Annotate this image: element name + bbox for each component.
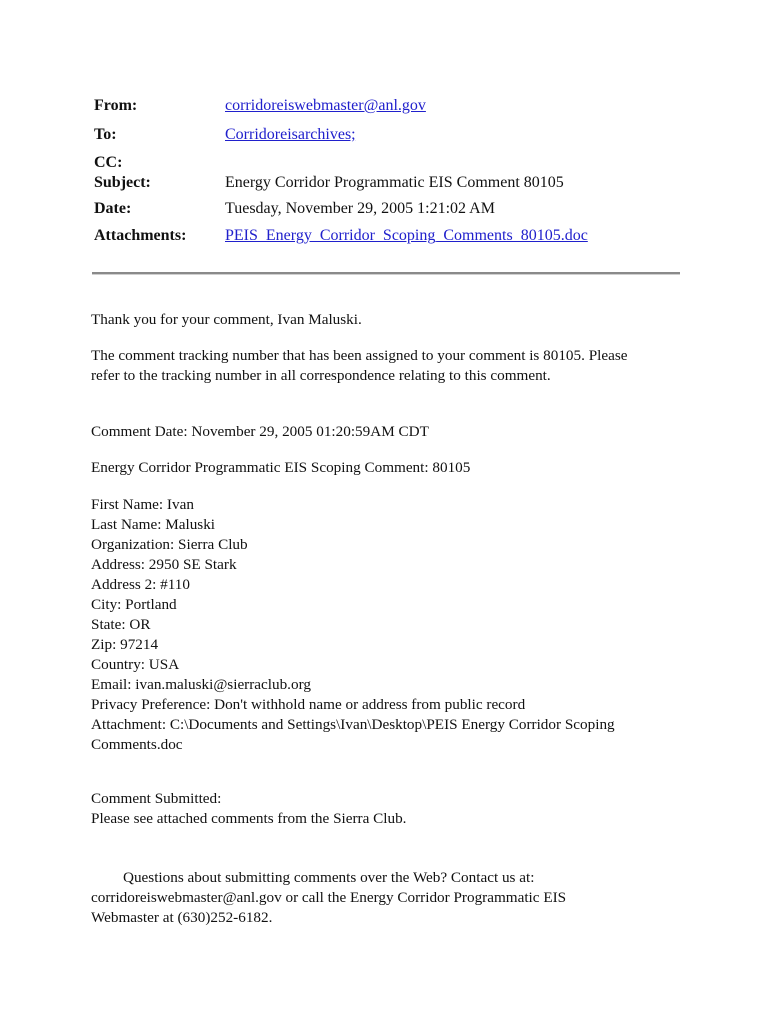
- commenter-fields: [91, 495, 691, 755]
- date-row: [94, 199, 684, 219]
- comment-date: Comment Date: November 29, 2005 01:20:59AM CDT: [91, 423, 429, 440]
- to-label: To:: [94, 126, 117, 143]
- field-line: Country: USA: [91, 656, 180, 673]
- field-line: Email: ivan.maluski@sierraclub.org: [91, 676, 311, 693]
- questions-line-3: Webmaster at (630)252-6182.: [91, 909, 273, 926]
- attachment-file-link[interactable]: PEIS_Energy_Corridor_Scoping_Comments_80105.doc: [225, 227, 588, 244]
- field-line: Privacy Preference: Don't withhold name or address from public record: [91, 696, 526, 713]
- email-header: [94, 96, 684, 244]
- field-line: Last Name: Maluski: [91, 516, 216, 533]
- field-line: Comments.doc: [91, 736, 183, 753]
- scoping-comment-title: Energy Corridor Programmatic EIS Scoping Comment: 80105: [91, 459, 471, 476]
- questions-line-1: Questions about submitting comments over the Web? Contact us at:: [123, 869, 535, 886]
- subject-label: Subject:: [94, 174, 151, 191]
- thanks-text: Thank you for your comment, Ivan Maluski.: [91, 311, 362, 328]
- to-recipient-link[interactable]: Corridoreisarchives;: [225, 126, 356, 143]
- date-value: Tuesday, November 29, 2005 1:21:02 AM: [225, 200, 495, 217]
- field-line: Organization: Sierra Club: [91, 536, 248, 553]
- cc-label: CC:: [94, 154, 123, 171]
- email-body: [91, 310, 691, 928]
- cc-row: [94, 153, 684, 173]
- field-line: Address 2: #110: [91, 576, 190, 593]
- header-divider: [92, 272, 680, 275]
- field-line: Address: 2950 SE Stark: [91, 556, 237, 573]
- date-label: Date:: [94, 200, 132, 217]
- subject-row: [94, 173, 684, 193]
- field-line: State: OR: [91, 616, 151, 633]
- attachments-label: Attachments:: [94, 227, 187, 244]
- comment-submitted-label: Comment Submitted:: [91, 790, 222, 807]
- field-line: Zip: 97214: [91, 636, 159, 653]
- tracking-line-2: refer to the tracking number in all correspondence relating to this comment.: [91, 367, 551, 384]
- questions-line-2: corridoreiswebmaster@anl.gov or call the Energy Corridor Programmatic EIS: [91, 889, 567, 906]
- attachments-row: [94, 226, 684, 246]
- field-line: City: Portland: [91, 596, 177, 613]
- from-label: From:: [94, 97, 138, 114]
- comment-submitted-text: Please see attached comments from the Sierra Club.: [91, 810, 407, 827]
- tracking-line-1: The comment tracking number that has been assigned to your comment is 80105. Please: [91, 347, 628, 364]
- field-line: Attachment: C:\Documents and Settings\Ivan\Desktop\PEIS Energy Corridor Scoping: [91, 716, 615, 733]
- subject-value: Energy Corridor Programmatic EIS Comment 80105: [225, 174, 564, 191]
- to-row: [94, 125, 684, 145]
- field-line: First Name: Ivan: [91, 496, 194, 513]
- from-email-link[interactable]: corridoreiswebmaster@anl.gov: [225, 97, 426, 114]
- from-row: [94, 96, 684, 116]
